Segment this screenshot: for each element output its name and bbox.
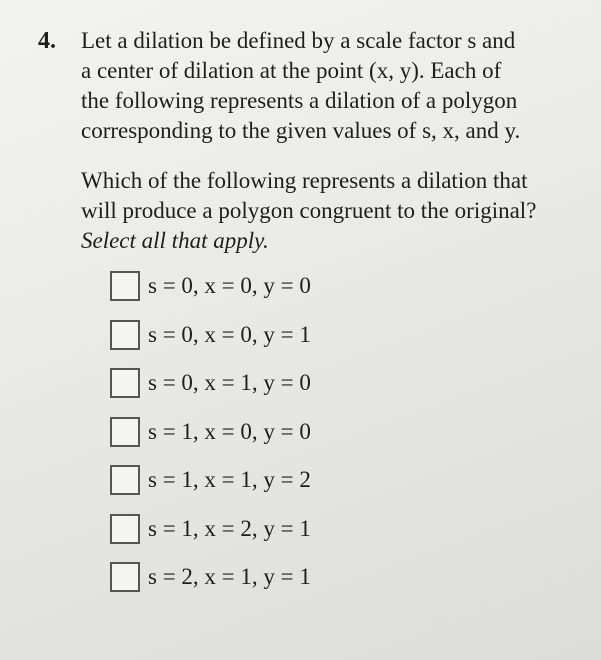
question-number: 4.	[38, 28, 56, 54]
checkbox[interactable]	[110, 417, 140, 447]
stem-line: a center of dilation at the point (x, y). Each of	[81, 58, 502, 83]
checkbox[interactable]	[110, 465, 140, 495]
checkbox[interactable]	[110, 562, 140, 592]
instruction-text: Select all that apply.	[81, 228, 269, 253]
choice-3[interactable]	[110, 359, 410, 408]
stem-line: Let a dilation be defined by a scale factor s and	[81, 28, 516, 53]
prompt-line: Which of the following represents a dilation that	[81, 168, 528, 193]
stem-line: corresponding to the given values of s, x, and y.	[81, 118, 521, 143]
checkbox[interactable]	[110, 320, 140, 350]
checkbox[interactable]	[110, 514, 140, 544]
choice-label: s = 2, x = 1, y = 1	[148, 564, 311, 590]
choice-label: s = 1, x = 0, y = 0	[148, 418, 311, 444]
question-prompt	[81, 166, 586, 256]
question-stem	[81, 26, 586, 146]
choice-label: s = 0, x = 0, y = 0	[148, 273, 311, 299]
choice-label: s = 0, x = 0, y = 1	[148, 321, 311, 347]
answer-choices	[110, 262, 410, 602]
choice-label: s = 0, x = 1, y = 0	[148, 370, 311, 396]
choice-4[interactable]	[110, 408, 410, 457]
choice-2[interactable]	[110, 311, 410, 360]
choice-7[interactable]	[110, 553, 410, 602]
choice-6[interactable]	[110, 505, 410, 554]
checkbox[interactable]	[110, 271, 140, 301]
choice-1[interactable]	[110, 262, 410, 311]
prompt-line: will produce a polygon congruent to the original?	[81, 198, 537, 223]
stem-line: the following represents a dilation of a polygon	[81, 88, 518, 113]
choice-label: s = 1, x = 2, y = 1	[148, 515, 311, 541]
choice-5[interactable]	[110, 456, 410, 505]
choice-label: s = 1, x = 1, y = 2	[148, 467, 311, 493]
checkbox[interactable]	[110, 368, 140, 398]
